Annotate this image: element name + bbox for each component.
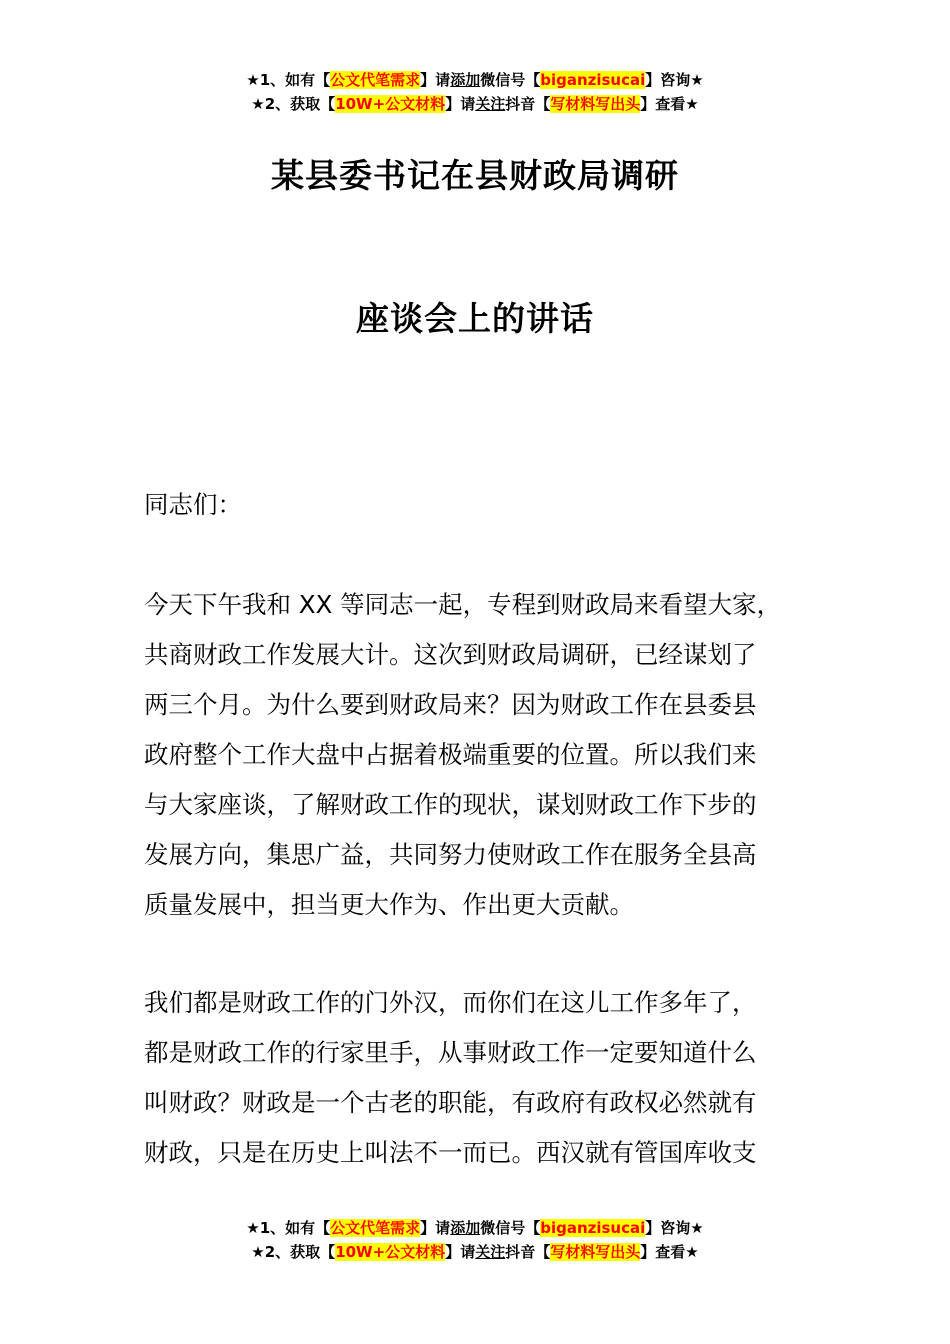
paragraph-line: 与大家座谈，了解财政工作的现状，谋划财政工作下步的 — [144, 790, 757, 819]
paragraph-line: 质量发展中，担当更大作为、作出更大贡献。 — [144, 890, 634, 919]
paragraph-line: 共商财政工作发展大计。这次到财政局调研，已经谋划了 — [144, 640, 757, 669]
greeting: 同志们： — [144, 490, 242, 519]
promo-line-2: ★2、获取【10W+公文材料】请关注抖音【写材料写出头】查看★ — [251, 95, 699, 113]
highlight-douyin-account: 写材料写出头 — [550, 1243, 641, 1261]
paragraph-2 — [144, 978, 808, 1178]
highlight-service: 公文代笔需求 — [330, 1219, 421, 1237]
paragraph-line: 政府整个工作大盘中占据着极端重要的位置。所以我们来 — [144, 740, 757, 769]
paragraph-line: 两三个月。为什么要到财政局来？因为财政工作在县委县 — [144, 690, 757, 719]
paragraph-1 — [144, 580, 808, 930]
paragraph-line: 都是财政工作的行家里手，从事财政工作一定要知道什么 — [144, 1038, 757, 1067]
paragraph-line: 叫财政？财政是一个古老的职能，有政府有政权必然就有 — [144, 1088, 757, 1117]
highlight-service: 公文代笔需求 — [330, 71, 421, 89]
highlight-materials: 10W+公文材料 — [335, 1243, 446, 1261]
promo-line-1: ★1、如有【公文代笔需求】请添加微信号【biganzisucai】咨询★ — [246, 1219, 704, 1237]
highlight-wechat-id: biganzisucai — [540, 1219, 646, 1237]
bottom-promo-banner — [0, 1216, 950, 1264]
paragraph-line: 我们都是财政工作的门外汉，而你们在这儿工作多年了， — [144, 988, 757, 1017]
promo-line-2: ★2、获取【10W+公文材料】请关注抖音【写材料写出头】查看★ — [251, 1243, 699, 1261]
document-title-line-1: 某县委书记在县财政局调研 — [271, 156, 679, 195]
document-title-line-2: 座谈会上的讲话 — [356, 299, 594, 338]
highlight-materials: 10W+公文材料 — [335, 95, 446, 113]
paragraph-line: 今天下午我和 XX 等同志一起，专程到财政局来看望大家， — [144, 590, 782, 619]
top-promo-banner — [0, 68, 950, 116]
paragraph-line: 发展方向，集思广益，共同努力使财政工作在服务全县高 — [144, 840, 757, 869]
highlight-wechat-id: biganzisucai — [540, 71, 646, 89]
paragraph-line: 财政，只是在历史上叫法不一而已。西汉就有管国库收支 — [144, 1138, 757, 1167]
promo-line-1: ★1、如有【公文代笔需求】请添加微信号【biganzisucai】咨询★ — [246, 71, 704, 89]
highlight-douyin-account: 写材料写出头 — [550, 95, 641, 113]
